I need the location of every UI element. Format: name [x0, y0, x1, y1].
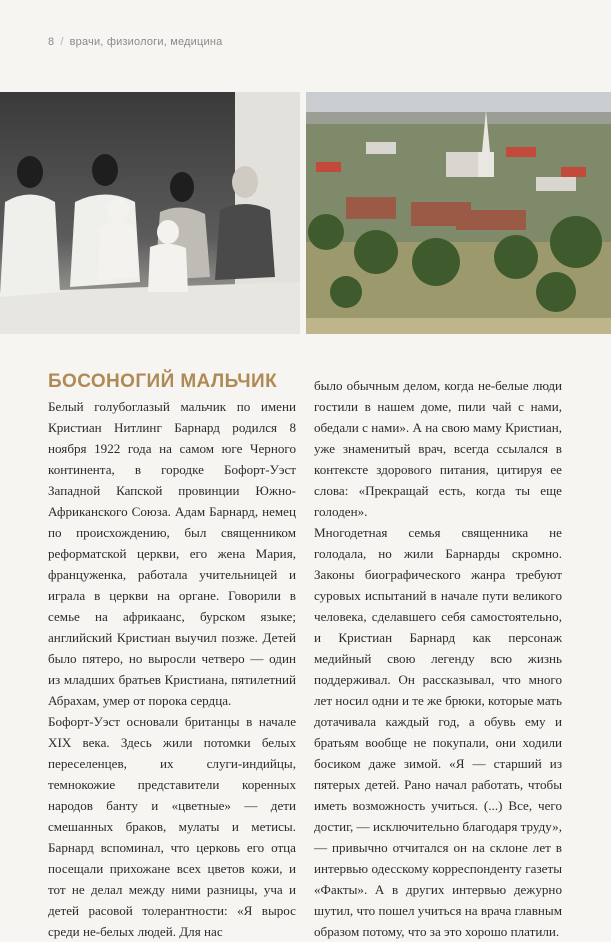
article-title: БОСОНОГИЙ МАЛЬЧИК [48, 371, 278, 392]
paragraph: Многодетная семья священника не голодала, но жили Барнарды скромно. Законы биографического жанра требуют суровых испытаний в начале пути великого человека, сделавшего себя самостоятельно, и Кристиан Барнард как персонаж медийный свою легенду всю жизнь поддерживал. Он рассказывал, что много лет носил одни и те же брюки, которые мать дотачивала каждый год, а обувь ему и братьям вообще не покупали, они ходили босиком даже зимой. «Я — старший из пятерых детей. Рано начал работать, чтобы иметь возможность учиться. (...) Все, чего достиг, — исключительно благодаря труду», — привычно отчитался он на склоне лет в интервью одесскому корреспонденту газеты «Факты». А в других интервью дежурно шутил, что пошел учиться на врача главным образом потому, что за это хорошо платили. [314, 525, 562, 939]
section-name: врачи, физиологи, медицина [69, 36, 223, 48]
family-photo-image [0, 92, 300, 334]
article-column-right [314, 375, 562, 942]
paragraph: было обычным делом, когда не-белые люди гостили в нашем доме, пили чай с нами, обедали с нами». А на свою маму Кристиан, уже знаменитый врач, всегда ссылался в контексте здорового питания, цитируя ее слова: «Прекращай есть, когда ты еще голоден». [314, 378, 562, 519]
page-number: 8 [48, 36, 55, 48]
town-photo-image [306, 92, 611, 334]
paragraph: Белый голубоглазый мальчик по имени Кристиан Нитлинг Барнард родился 8 ноября 1922 года на самом юге Черного континента, в городке Бофорт-Уэст Западной Капской провинции Южно-Африканского Союза. Адам Барнард, немец по происхождению, был священником реформатской церкви, его жена Мария, француженка, работала учительницей и играла в церкви на органе. Говорили в семье на африкаанс, бурском языке; английский Кристиан выучил позже. Детей было пятеро, но выросли четверо — один из младших братьев Кристиана, пятилетний Абрахам, умер от порока сердца. [48, 399, 296, 708]
paragraph: Бофорт-Уэст основали британцы в начале XIX века. Здесь жили потомки белых переселенцев, их слуги-индийцы, темнокожие представители коренных народов банту и «цветные» — дети смешанных браков, мулаты и метисы. Барнард вспоминал, что церковь его отца посещали прихожане всех цветов кожи, и тот не делал между ними разницы, уча и детей расовой толерантности: «Я вырос среди не-белых людей. Для нас [48, 714, 296, 939]
header-separator: / [60, 36, 64, 48]
family-photo [0, 92, 300, 334]
running-header [48, 36, 222, 48]
town-photo [306, 92, 611, 334]
article-column-left [48, 370, 296, 942]
